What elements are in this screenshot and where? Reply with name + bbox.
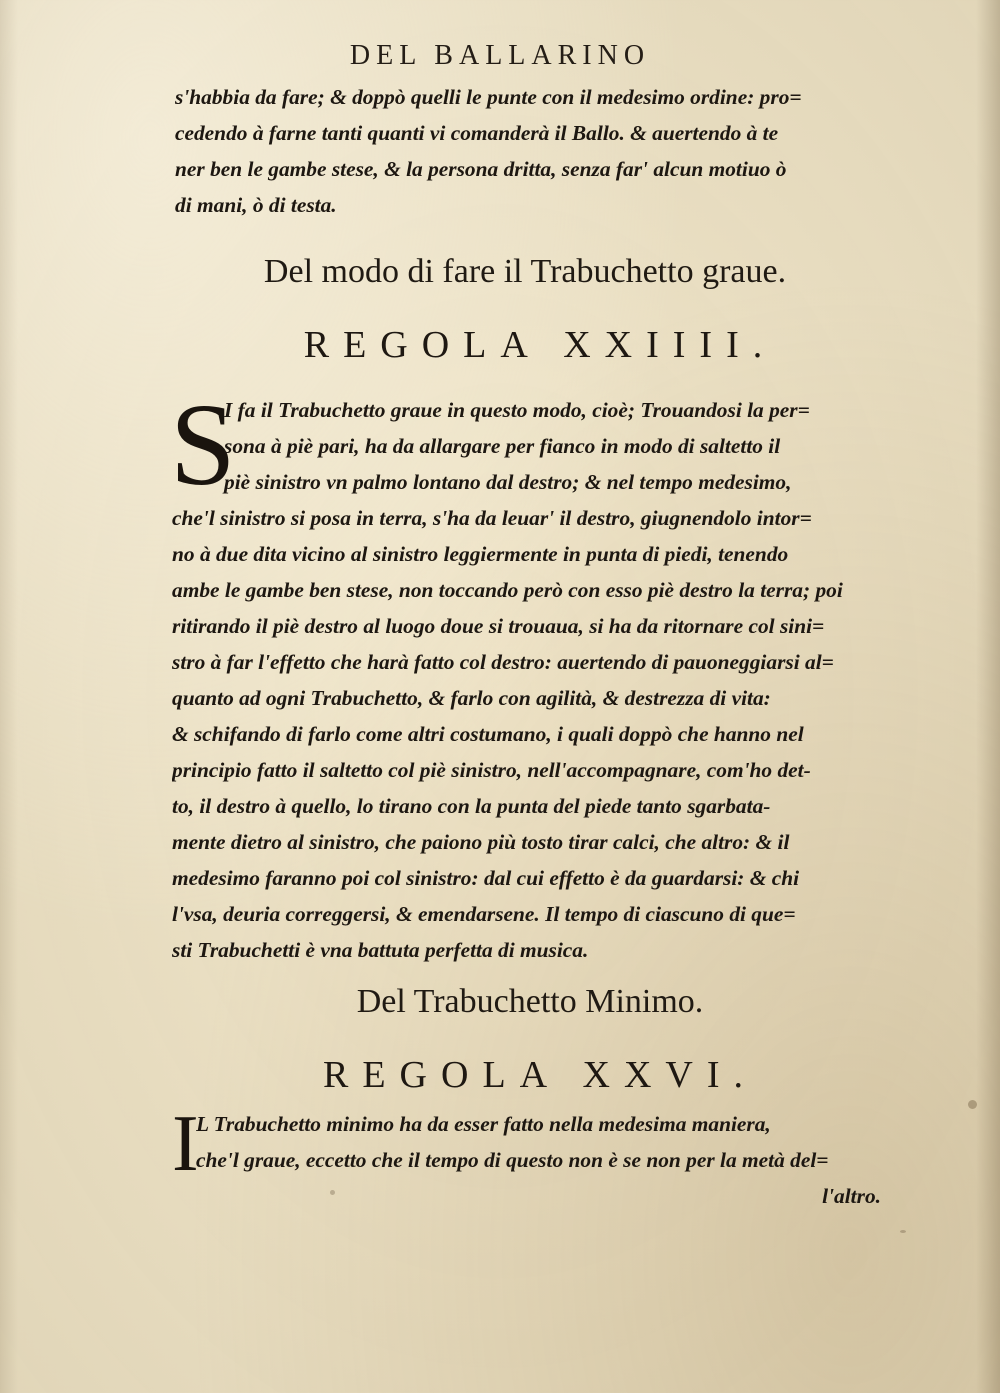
text-line: ner ben le gambe stese, & la persona dritta, senza far' alcun motiuo ò bbox=[175, 157, 787, 181]
rule-paragraph bbox=[196, 1106, 931, 1214]
text-line: to, il destro à quello, lo tirano con la punta del piede tanto sgarbata- bbox=[172, 794, 771, 818]
text-line: stro à far l'effetto che harà fatto col destro: auertendo di pauoneggiarsi al= bbox=[172, 650, 834, 674]
text-line: che'l graue, eccetto che il tempo di questo non è se non per la metà del= bbox=[196, 1148, 829, 1172]
text-line: no à due dita vicino al sinistro leggiermente in punta di piedi, tenendo bbox=[172, 542, 789, 566]
text-line: ambe le gambe ben stese, non toccando però con esso piè destro la terra; poi bbox=[172, 578, 843, 602]
section-title: Del modo di fare il Trabuchetto graue. bbox=[263, 253, 787, 290]
gutter-shadow bbox=[0, 0, 18, 1393]
intro-paragraph bbox=[175, 79, 925, 223]
ink-spot bbox=[330, 1190, 335, 1195]
text-line: di mani, ò di testa. bbox=[175, 193, 337, 217]
text-line: l'altro. bbox=[822, 1184, 881, 1208]
text-line: & schifando di farlo come altri costumano, i quali doppò che hanno nel bbox=[172, 722, 804, 746]
text-line: s'habbia da fare; & doppò quelli le punte con il medesimo ordine: pro= bbox=[175, 85, 802, 109]
text-line: mente dietro al sinistro, che paiono più tosto tirar calci, che altro: & il bbox=[172, 830, 790, 854]
section-title: Del Trabuchetto Minimo. bbox=[356, 983, 704, 1020]
text-line: principio fatto il saltetto col piè sinistro, nell'accompagnare, com'ho det- bbox=[172, 758, 811, 782]
rule-heading: REGOLA XXIIII. bbox=[303, 324, 777, 366]
rule-paragraph bbox=[172, 392, 932, 968]
paper-stain bbox=[968, 1100, 977, 1109]
text-line: sti Trabuchetti è vna battuta perfetta di musica. bbox=[172, 938, 589, 962]
text-line: ritirando il piè destro al luogo doue si trouaua, si ha da ritornare col sini= bbox=[172, 614, 825, 638]
text-line: sona à piè pari, ha da allargare per fianco in modo di saltetto il bbox=[224, 434, 781, 458]
text-line: cedendo à farne tanti quanti vi comanderà il Ballo. & auertendo à te bbox=[175, 121, 779, 145]
text-line: piè sinistro vn palmo lontano dal destro; & nel tempo medesimo, bbox=[224, 470, 792, 494]
text-line: L Trabuchetto minimo ha da esser fatto nella medesima maniera, bbox=[196, 1112, 771, 1136]
text-line: I fa il Trabuchetto graue in questo modo, cioè; Trouandosi la per= bbox=[224, 398, 810, 422]
text-line: medesimo faranno poi col sinistro: dal cui effetto è da guardarsi: & chi bbox=[172, 866, 800, 890]
text-line: quanto ad ogni Trabuchetto, & farlo con agilità, & destrezza di vita: bbox=[172, 686, 771, 710]
running-head: DEL BALLARINO bbox=[349, 40, 651, 71]
ink-spot bbox=[900, 1230, 906, 1233]
page-edge-shadow bbox=[976, 0, 1000, 1393]
drop-cap: S bbox=[170, 379, 236, 510]
drop-cap: I bbox=[172, 1100, 199, 1188]
text-line: che'l sinistro si posa in terra, s'ha da leuar' il destro, giugnendolo intor= bbox=[172, 506, 812, 530]
text-line: l'vsa, deuria correggersi, & emendarsene. Il tempo di ciascuno di que= bbox=[172, 902, 796, 926]
rule-heading: REGOLA XXVI. bbox=[323, 1054, 757, 1096]
